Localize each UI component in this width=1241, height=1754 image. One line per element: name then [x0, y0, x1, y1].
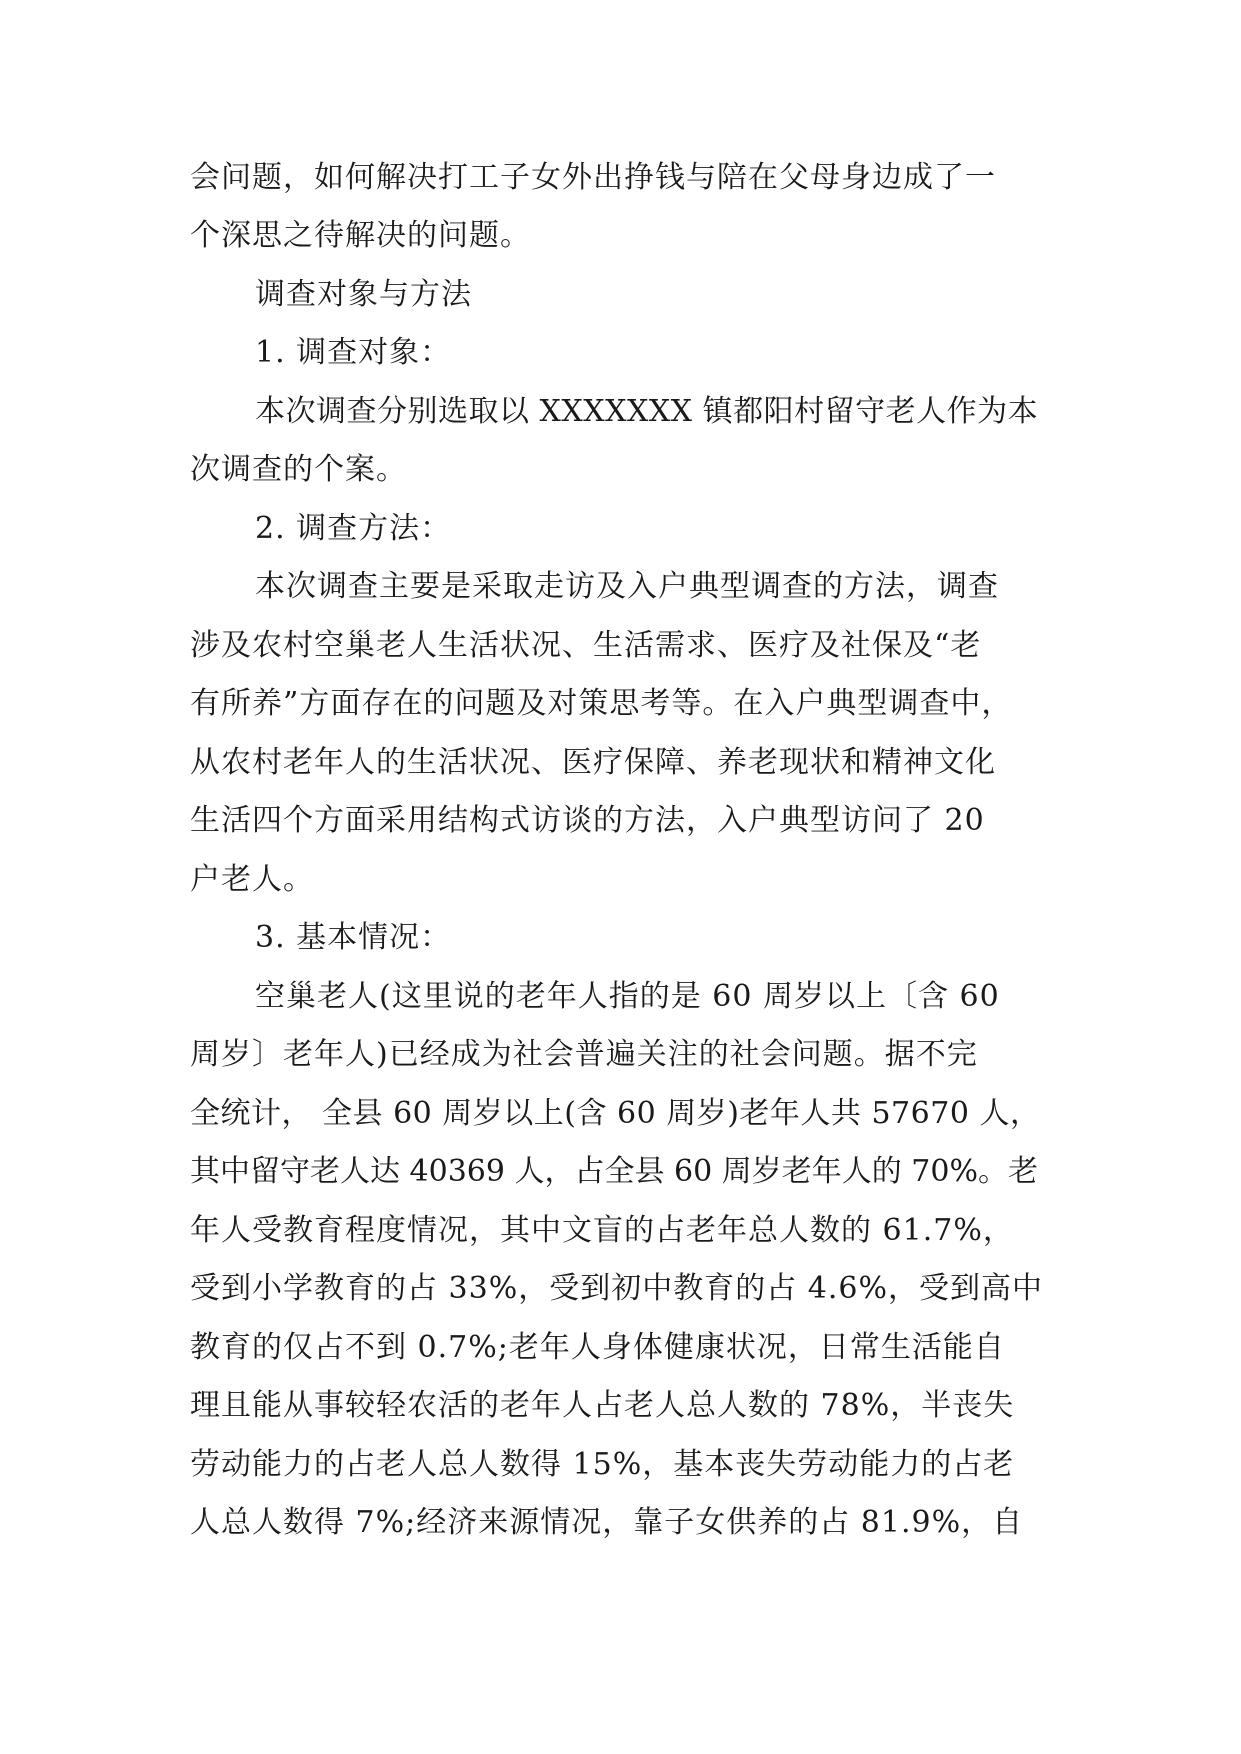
text-line: 本次调查分别选取以 XXXXXXX 镇都阳村留守老人作为本	[255, 394, 1039, 429]
text-line: 个深思之待解决的问题。	[190, 218, 531, 253]
text-line: 劳动能力的占老人总人数得 15%，基本丧失劳动能力的占老	[190, 1447, 1015, 1482]
text-line: 受到小学教育的占 33%，受到初中教育的占 4.6%，受到高中	[190, 1271, 1043, 1306]
text-line: 有所养”方面存在的问题及对策思考等。在入户典型调查中，	[190, 686, 1013, 721]
section-heading: 调查对象与方法	[255, 277, 472, 312]
text-line: 周岁〕老年人)已经成为社会普遍关注的社会问题。据不完	[190, 1037, 978, 1072]
subheading: 1. 调查对象：	[255, 335, 452, 370]
text-line: 本次调查主要是采取走访及入户典型调查的方法，调查	[255, 569, 999, 604]
text-line: 教育的仅占不到 0.7%;老年人身体健康状况，日常生活能自	[190, 1330, 1005, 1365]
text-line: 全统计， 全县 60 周岁以上(含 60 周岁)老年人共 57670 人，	[190, 1096, 1041, 1131]
text-line: 涉及农村空巢老人生活状况、生活需求、医疗及社保及“老	[190, 628, 982, 663]
subheading: 2. 调查方法：	[255, 511, 452, 546]
text-line: 理且能从事较轻农活的老年人占老人总人数的 78%，半丧失	[190, 1388, 1015, 1423]
text-line: 户老人。	[190, 862, 314, 897]
text-line: 次调查的个案。	[190, 452, 407, 487]
text-line: 空巢老人(这里说的老年人指的是 60 周岁以上〔含 60	[255, 979, 1000, 1014]
text-line: 从农村老年人的生活状况、医疗保障、养老现状和精神文化	[190, 745, 996, 780]
subheading: 3. 基本情况：	[255, 920, 452, 955]
text-line: 人总人数得 7%;经济来源情况，靠子女供养的占 81.9%，自	[190, 1505, 1024, 1540]
text-line: 会问题，如何解决打工子女外出挣钱与陪在父母身边成了一	[190, 160, 996, 195]
text-line: 其中留守老人达 40369 人，占全县 60 周岁老年人的 70%。老	[190, 1154, 1038, 1189]
text-line: 年人受教育程度情况，其中文盲的占老年总人数的 61.7%，	[190, 1213, 1014, 1248]
text-line: 生活四个方面采用结构式访谈的方法，入户典型访问了 20	[190, 803, 985, 838]
